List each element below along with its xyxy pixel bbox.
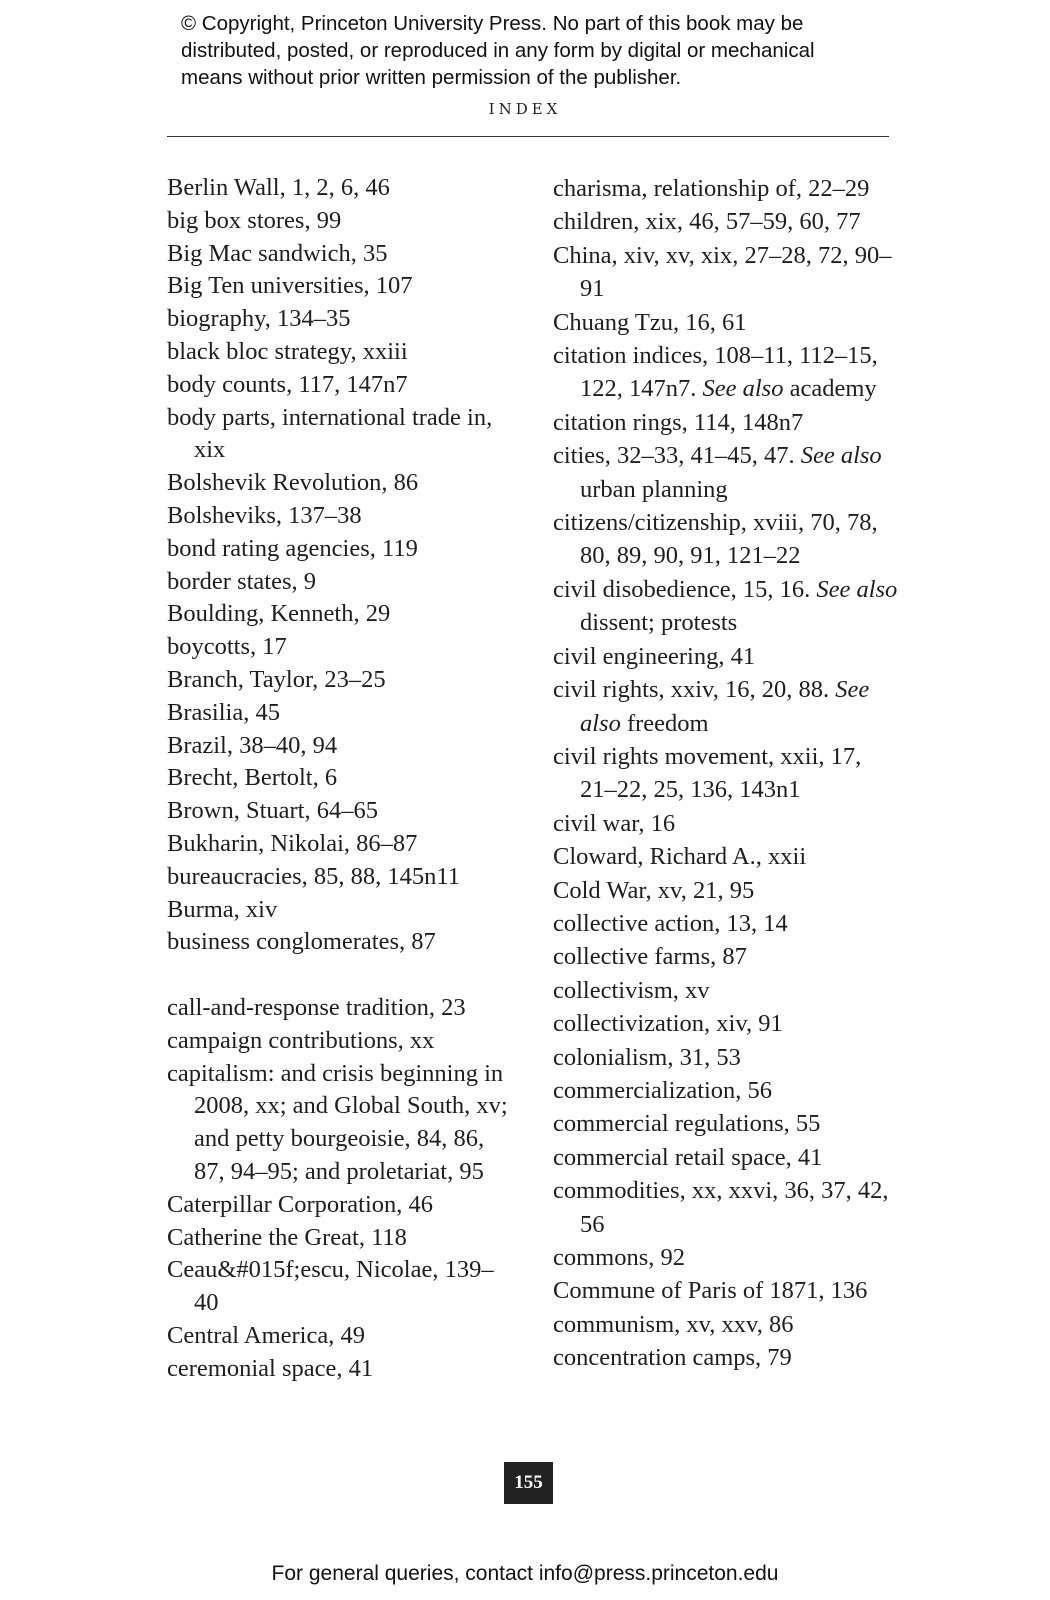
- index-entry: Brazil, 38–40, 94: [167, 731, 338, 759]
- index-entry: Brasilia, 45: [167, 698, 280, 726]
- index-entry: ceremonial space, 41: [167, 1354, 374, 1382]
- index-group-b: [167, 172, 517, 959]
- index-entry: commons, 92: [553, 1244, 686, 1271]
- index-group-c: [167, 992, 517, 1386]
- index-entry: Ceau&#015f;escu, Nicolae, 139–40: [167, 1256, 494, 1317]
- index-column-left: [167, 172, 517, 1385]
- index-entry: black bloc strategy, xxiii: [167, 337, 408, 365]
- index-entry: concentration camps, 79: [553, 1344, 792, 1372]
- index-entry: Cold War, xv, 21, 95: [553, 876, 755, 904]
- index-entry: collectivism, xv: [553, 976, 710, 1004]
- header-rule: [167, 136, 889, 137]
- copyright-line: © Copyright, Princeton University Press. No part of this book may be: [181, 12, 804, 35]
- index-entry: civil engineering, 41: [553, 642, 756, 670]
- index-entry: Berlin Wall, 1, 2, 6, 46: [167, 174, 390, 201]
- index-entry: commercial regulations, 55: [553, 1110, 821, 1138]
- index-entry: commercialization, 56: [553, 1076, 773, 1104]
- index-entry: biography, 134–35: [167, 305, 351, 333]
- index-entry: Boulding, Kenneth, 29: [167, 600, 391, 628]
- index-entry: big box stores, 99: [167, 206, 342, 234]
- copyright-line: means without prior written permission of the publisher.: [181, 66, 682, 89]
- index-entry: Bukharin, Nikolai, 86–87: [167, 829, 418, 857]
- index-entry: Brecht, Bertolt, 6: [167, 764, 338, 792]
- index-entry: Commune of Paris of 1871, 136: [553, 1277, 868, 1305]
- index-entry: civil rights, xxiv, 16, 20, 88. See also freedom: [553, 676, 870, 737]
- index-entries: [553, 172, 898, 339]
- index-entry: cities, 32–33, 41–45, 47. See also urban planning: [553, 442, 882, 503]
- footer-contact: For general queries, contact info@press.princeton.edu: [271, 1562, 779, 1585]
- index-entry: Caterpillar Corporation, 46: [167, 1190, 434, 1218]
- index-entry: citizens/citizenship, xviii, 70, 78, 80, 89, 90, 91, 121–22: [553, 509, 878, 570]
- index-entry: Bolsheviks, 137–38: [167, 501, 362, 529]
- index-entry: China, xiv, xv, xix, 27–28, 72, 90–91: [553, 241, 892, 303]
- index-entry: children, xix, 46, 57–59, 60, 77: [553, 208, 861, 236]
- index-entry: charisma, relationship of, 22–29: [553, 175, 870, 202]
- index-entry: boycotts, 17: [167, 633, 287, 661]
- index-entry: Big Ten universities, 107: [167, 272, 413, 300]
- index-entry: citation rings, 114, 148n7: [553, 408, 804, 436]
- index-entry: communism, xv, xxv, 86: [553, 1310, 794, 1338]
- copyright-notice: [181, 10, 941, 91]
- index-entry: Branch, Taylor, 23–25: [167, 665, 386, 693]
- index-entry: campaign contributions, xx: [167, 1026, 435, 1054]
- index-entry: Catherine the Great, 118: [167, 1223, 407, 1251]
- index-entry: Brown, Stuart, 64–65: [167, 797, 378, 825]
- page-number: 155: [504, 1462, 553, 1504]
- index-entry: civil war, 16: [553, 809, 676, 837]
- index-entry: capitalism: and crisis beginning in 2008, xx; and Global South, xv; and petty bourgeoisie, 84, 86, 87, 94–95; and proletariat, 95: [167, 1059, 508, 1185]
- group-separator: [167, 959, 517, 992]
- index-entry: collective action, 13, 14: [553, 909, 788, 937]
- copyright-line: distributed, posted, or reproduced in any form by digital or mechanical: [181, 39, 815, 62]
- index-column-right: [553, 172, 898, 1375]
- index-entry: Big Mac sandwich, 35: [167, 239, 388, 267]
- index-entry: commodities, xx, xxvi, 36, 37, 42, 56: [553, 1177, 889, 1238]
- index-entries: [553, 740, 898, 1375]
- index-entry: collectivization, xiv, 91: [553, 1010, 783, 1038]
- index-entry: Chuang Tzu, 16, 61: [553, 308, 747, 336]
- index-entry: Cloward, Richard A., xxii: [553, 843, 807, 871]
- index-entry: body counts, 117, 147n7: [167, 370, 408, 398]
- running-head: INDEX: [488, 100, 562, 118]
- index-entry: Bolshevik Revolution, 86: [167, 469, 419, 497]
- index-entry: colonialism, 31, 53: [553, 1043, 741, 1071]
- index-entry: body parts, international trade in, xix: [167, 403, 493, 464]
- index-entry: Central America, 49: [167, 1321, 365, 1349]
- index-entry: civil rights movement, xxii, 17, 21–22, 25, 136, 143n1: [553, 742, 862, 804]
- index-entry: call-and-response tradition, 23: [167, 993, 466, 1021]
- index-entry: business conglomerates, 87: [167, 928, 436, 956]
- index-entry: civil disobedience, 15, 16. See also dissent; protests: [553, 575, 898, 637]
- index-entry: commercial retail space, 41: [553, 1143, 823, 1171]
- index-entry: bond rating agencies, 119: [167, 534, 418, 562]
- index-entry: citation indices, 108–11, 112–15, 122, 147n7. See also academy: [553, 342, 878, 403]
- index-entry: border states, 9: [167, 567, 316, 595]
- index-entry: collective farms, 87: [553, 943, 747, 971]
- index-entry: bureaucracies, 85, 88, 145n11: [167, 862, 460, 890]
- index-entry: Burma, xiv: [167, 895, 278, 923]
